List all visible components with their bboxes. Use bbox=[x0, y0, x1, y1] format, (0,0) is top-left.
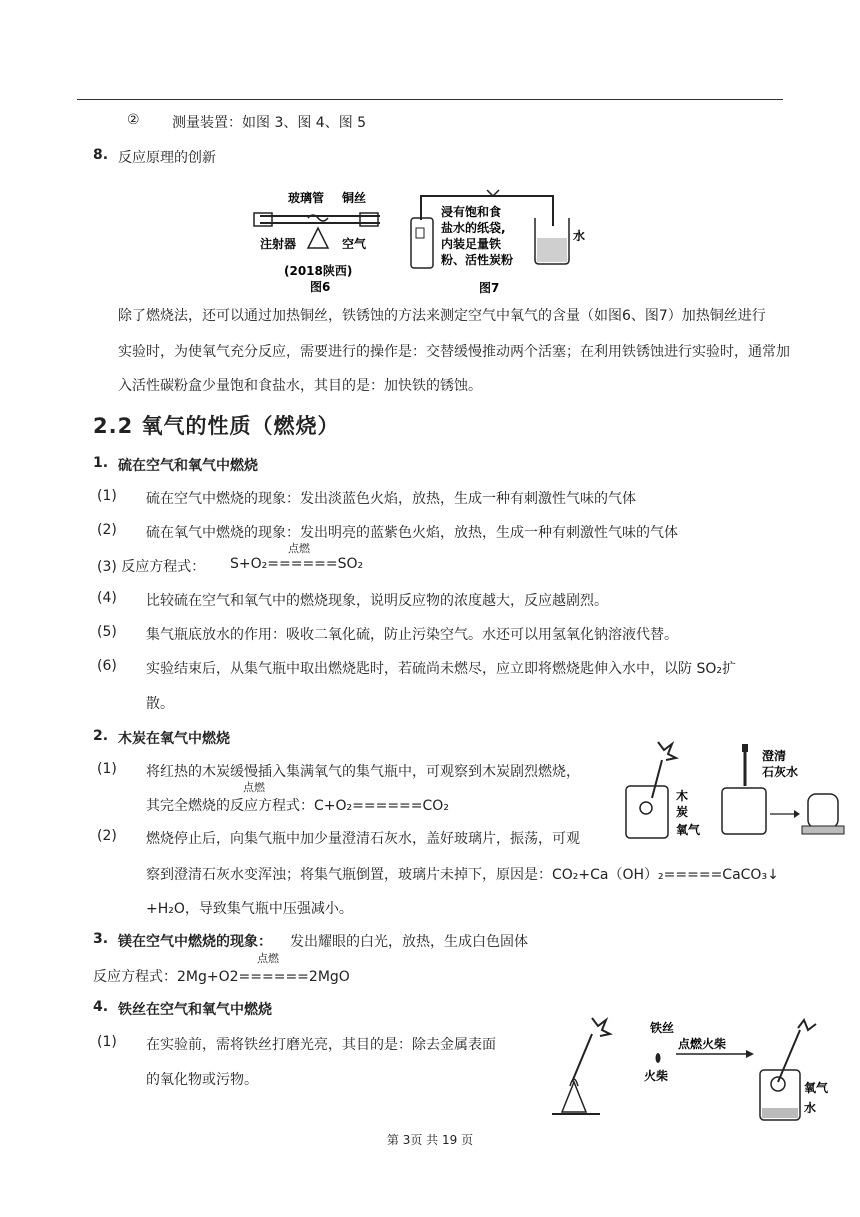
list-number: (6) bbox=[97, 658, 117, 674]
fig7-caption: 图7 bbox=[479, 281, 500, 295]
list-text: 在实验前，需将铁丝打磨光亮，其目的是：除去金属表面 bbox=[146, 1037, 496, 1053]
list-text: 将红热的木炭缓慢插入集满氧气的集气瓶中，可观察到木炭剧烈燃烧， bbox=[146, 764, 580, 780]
label-charcoal-2: 炭 bbox=[676, 805, 689, 819]
reaction-condition: 点燃 bbox=[288, 542, 310, 555]
label-limewater-2: 石灰水 bbox=[762, 765, 799, 779]
section-number: 4. bbox=[93, 999, 109, 1015]
list-text: 硫在空气中燃烧的现象：发出淡蓝色火焰，放热，生成一种有刺激性气味的气体 bbox=[146, 491, 636, 507]
list-text: 察到澄清石灰水变浑浊；将集气瓶倒置，玻璃片未掉下，原因是：CO₂+Ca（OH）₂=====CaCO₃↓ bbox=[146, 867, 779, 883]
label-match: 火柴 bbox=[644, 1069, 669, 1083]
fig7-text-line1: 浸有饱和食 bbox=[441, 205, 502, 219]
fig7-label-water: 水 bbox=[573, 229, 586, 243]
list-text: 散。 bbox=[146, 696, 174, 712]
section-heading: 2.2 氧气的性质（燃烧） bbox=[93, 414, 340, 438]
fig7-text-line4: 粉、活性炭粉 bbox=[441, 253, 514, 267]
fig7-text-line2: 盐水的纸袋, bbox=[441, 221, 506, 235]
section-number: 1. bbox=[93, 455, 109, 471]
list-text: 实验结束后，从集气瓶中取出燃烧匙时，若硫尚未燃尽，应立即将燃烧匙伸入水中，以防 SO₂扩 bbox=[146, 661, 736, 677]
list-text: 的氧化物或污物。 bbox=[146, 1072, 258, 1088]
charcoal-figure bbox=[622, 738, 860, 840]
chemical-equation: S+O₂======SO₂ bbox=[230, 556, 364, 572]
list-number: (5) bbox=[97, 624, 117, 640]
list-text: 测量装置：如图 3、图 4、图 5 bbox=[172, 115, 367, 131]
section-title: 木炭在氧气中燃烧 bbox=[118, 731, 230, 747]
list-number: (2) bbox=[97, 522, 117, 538]
label-iron-wire: 铁丝 bbox=[650, 1021, 675, 1035]
list-text: 燃烧停止后，向集气瓶中加少量澄清石灰水，盖好玻璃片，振荡，可观 bbox=[146, 831, 580, 847]
list-number: (2) bbox=[97, 828, 117, 844]
list-text: 集气瓶底放水的作用：吸收二氧化硫，防止污染空气。水还可以用氢氧化钠溶液代替。 bbox=[146, 627, 678, 643]
header-rule bbox=[77, 99, 783, 100]
equation-label: (3) 反应方程式： bbox=[97, 559, 206, 575]
list-text: +H₂O，导致集气瓶中压强减小。 bbox=[146, 901, 353, 917]
reaction-condition: 点燃 bbox=[257, 952, 279, 965]
paragraph-line: 实验时，为使氧气充分反应，需要进行的操作是：交替缓慢推动两个活塞；在利用铁锈蚀进行实验时，通常加 bbox=[118, 344, 790, 360]
section-number: 8. bbox=[93, 147, 109, 163]
fig7-text-line3: 内装足量铁 bbox=[441, 237, 502, 251]
fig6-label-syringe: 注射器 bbox=[260, 237, 297, 251]
section-title: 硫在空气和氧气中燃烧 bbox=[118, 458, 258, 474]
list-text: 其完全燃烧的反应方程式：C+O₂======CO₂ bbox=[146, 798, 449, 814]
label-water: 水 bbox=[804, 1101, 817, 1115]
fig6-label-copper-wire: 铜丝 bbox=[342, 191, 367, 205]
label-ignite-match: 点燃火柴 bbox=[678, 1037, 727, 1051]
section-number: 3. bbox=[93, 931, 109, 947]
section-title: 镁在空气中燃烧的现象： bbox=[118, 934, 272, 950]
page-footer: 第 3页 共 19 页 bbox=[386, 1133, 474, 1147]
paragraph-line: 入活性碳粉盒少量饱和食盐水，其目的是：加快铁的锈蚀。 bbox=[118, 378, 482, 394]
list-text: 硫在氧气中燃烧的现象：发出明亮的蓝紫色火焰，放热，生成一种有刺激性气味的气体 bbox=[146, 525, 678, 541]
label-oxygen: 氧气 bbox=[676, 823, 701, 837]
label-limewater-1: 澄清 bbox=[762, 749, 787, 763]
fig6-source: (2018陕西) bbox=[284, 264, 353, 278]
section-title: 反应原理的创新 bbox=[118, 150, 216, 166]
reaction-condition: 点燃 bbox=[243, 781, 265, 794]
list-text: 比较硫在空气和氧气中的燃烧现象，说明反应物的浓度越大，反应越剧烈。 bbox=[146, 593, 608, 609]
fig6-label-glass-tube: 玻璃管 bbox=[288, 191, 325, 205]
fig6-caption: 图6 bbox=[310, 280, 331, 294]
label-charcoal: 木 bbox=[676, 789, 689, 803]
fig6-label-air: 空气 bbox=[342, 237, 367, 251]
label-oxygen: 氧气 bbox=[804, 1081, 829, 1095]
section-text: 发出耀眼的白光，放热，生成白色固体 bbox=[290, 934, 528, 950]
list-number: ② bbox=[127, 112, 140, 128]
section-title: 铁丝在空气和氧气中燃烧 bbox=[118, 1002, 272, 1018]
figure-7 bbox=[403, 178, 593, 298]
paragraph-line: 除了燃烧法，还可以通过加热铜丝，铁锈蚀的方法来测定空气中氧气的含量（如图6、图7）加热铜丝进行 bbox=[118, 308, 766, 324]
list-number: (4) bbox=[97, 590, 117, 606]
list-number: (1) bbox=[97, 1034, 117, 1050]
figure-6 bbox=[250, 188, 385, 296]
iron-wire-figure bbox=[540, 1012, 840, 1124]
list-number: (1) bbox=[97, 488, 117, 504]
section-number: 2. bbox=[93, 728, 109, 744]
chemical-equation: 反应方程式：2Mg+O2======2MgO bbox=[93, 969, 350, 985]
list-number: (1) bbox=[97, 761, 117, 777]
